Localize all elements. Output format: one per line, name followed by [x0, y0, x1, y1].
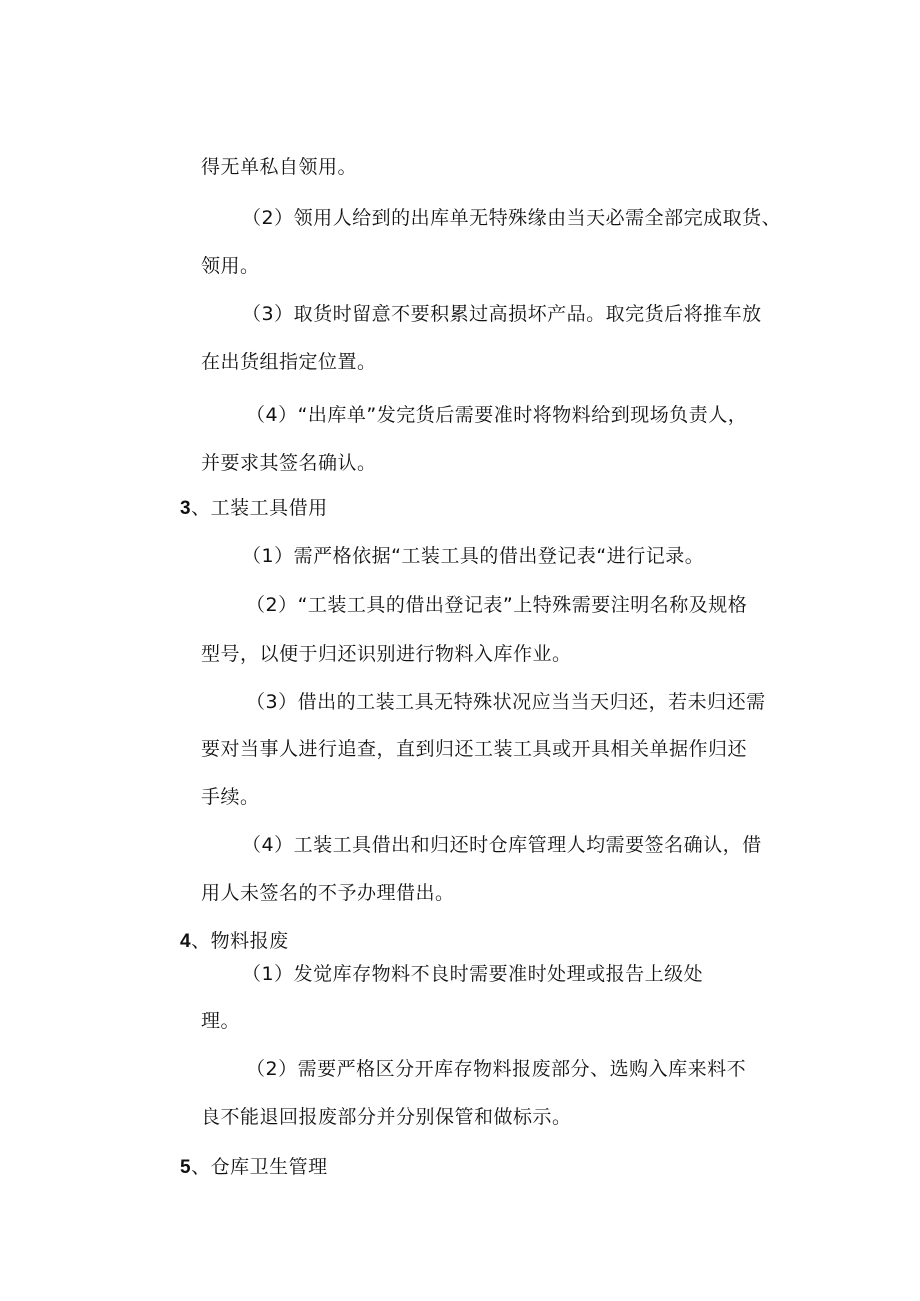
- paragraph-line: 理。: [201, 1010, 241, 1032]
- paragraph-line: （1）需严格依据“工装工具的借出登记表“进行记录。: [242, 545, 705, 567]
- paragraph-line: 型号，以便于归还识别进行物料入库作业。: [201, 643, 572, 665]
- paragraph-line: 得无单私自领用。: [201, 156, 358, 178]
- paragraph-line: 用人未签名的不予办理借出。: [201, 882, 455, 904]
- section-heading: [180, 1155, 328, 1180]
- section-title: 、工装工具借用: [191, 497, 328, 519]
- paragraph-line: 在出货组指定位置。: [201, 351, 377, 373]
- paragraph-line: （3）取货时留意不要积累过高损坏产品。取完货后将推车放: [242, 303, 762, 325]
- paragraph-line: （2）需要严格区分开库存物料报废部分、选购入库来料不: [246, 1058, 747, 1080]
- paragraph-line: 领用。: [201, 255, 260, 277]
- paragraph-line: （2）“工装工具的借出登记表”上特殊需要注明名称及规格: [246, 594, 748, 616]
- section-title: 、物料报废: [191, 930, 289, 952]
- section-number: 3: [180, 498, 192, 519]
- paragraph-line: （4）工装工具借出和归还时仓库管理人均需要签名确认，借: [242, 834, 762, 856]
- paragraph-line: 手续。: [201, 786, 260, 808]
- paragraph-line: 要对当事人进行追查，直到归还工装工具或开具相关单据作归还: [201, 738, 748, 760]
- paragraph-line: （2）领用人给到的出库单无特殊缘由当天必需全部完成取货、: [242, 207, 782, 229]
- section-title: 、仓库卫生管理: [191, 1156, 328, 1178]
- paragraph-line: 良不能退回报废部分并分别保管和做标示。: [201, 1106, 572, 1128]
- section-heading: [180, 496, 328, 521]
- section-number: 5: [180, 1157, 192, 1178]
- section-heading: [180, 929, 289, 954]
- paragraph-line: 并要求其签名确认。: [201, 452, 377, 474]
- section-number: 4: [180, 931, 192, 952]
- paragraph-line: （4）“出库单”发完货后需要准时将物料给到现场负责人，: [246, 404, 748, 426]
- paragraph-line: （3）借出的工装工具无特殊状况应当当天归还，若未归还需: [246, 691, 766, 713]
- paragraph-line: （1）发觉库存物料不良时需要准时处理或报告上级处: [242, 963, 704, 985]
